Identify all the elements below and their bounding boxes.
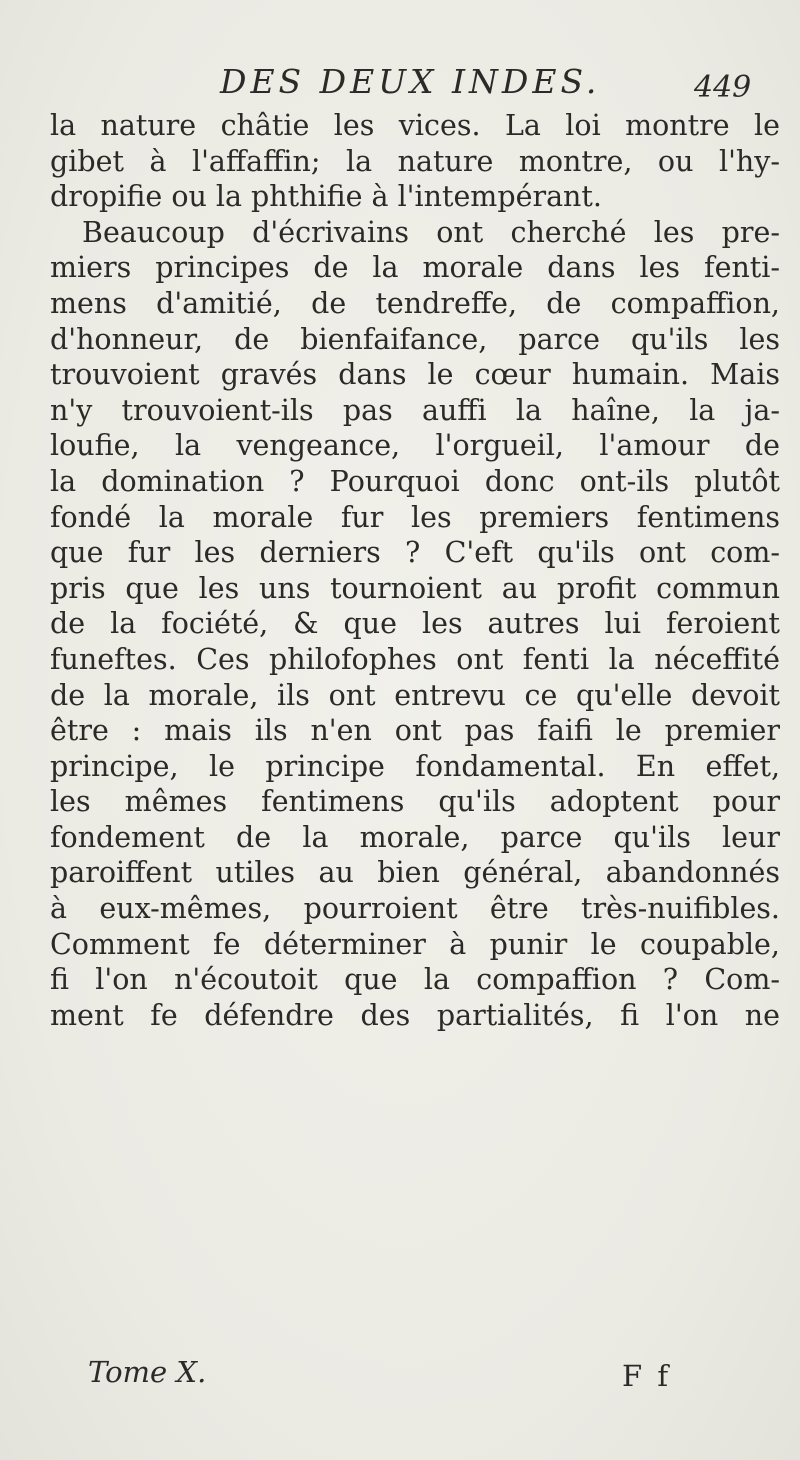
text-line: fi l'on n'écoutoit que la compaffion ? Com- [50, 963, 780, 997]
signature-mark: F f [622, 1359, 672, 1393]
text-line: la domination ? Pourquoi donc ont-ils plutôt [50, 464, 780, 498]
text-line: fondement de la morale, parce qu'ils leur [50, 820, 780, 854]
text-line: principe, le principe fondamental. En effet, [50, 749, 780, 783]
text-line: funeftes. Ces philofophes ont fenti la néceffité [50, 642, 780, 676]
text-line: être : mais ils n'en ont pas faifi le premier [50, 714, 780, 748]
page-header [0, 62, 800, 108]
volume-label: Tome X. [88, 1355, 207, 1389]
text-line: paroiffent utiles au bien général, abandonnés [50, 856, 780, 890]
text-line: dropifie ou la phthifie à l'intempérant. [50, 180, 602, 214]
page-footer [0, 1355, 800, 1397]
text-line: miers principes de la morale dans les fenti- [50, 251, 780, 285]
text-line: ment fe défendre des partialités, fi l'on ne [50, 998, 780, 1032]
text-line: Beaucoup d'écrivains ont cherché les pre- [82, 215, 780, 249]
text-line: fondé la morale fur les premiers fentimens [50, 500, 780, 534]
text-line: gibet à l'affaffin; la nature montre, ou l'hy- [50, 144, 780, 178]
text-line: à eux-mêmes, pourroient être très-nuifibles. [50, 892, 780, 926]
text-line: Comment fe déterminer à punir le coupable, [50, 927, 780, 961]
text-line: mens d'amitié, de tendreffe, de compaffion, [50, 286, 780, 320]
text-line: de la morale, ils ont entrevu ce qu'elle devoit [50, 678, 780, 712]
text-line: loufie, la vengeance, l'orgueil, l'amour de [50, 429, 780, 463]
text-line: n'y trouvoient-ils pas auffi la haîne, la ja- [50, 393, 780, 427]
running-head: DES DEUX INDES. [220, 62, 601, 101]
body-text [50, 108, 780, 1033]
page-number: 449 [694, 70, 752, 105]
text-line: d'honneur, de bienfaifance, parce qu'ils les [50, 322, 780, 356]
text-line: les mêmes fentimens qu'ils adoptent pour [50, 785, 780, 819]
text-line: de la fociété, & que les autres lui feroient [50, 607, 780, 641]
text-line: trouvoient gravés dans le cœur humain. Mais [50, 358, 780, 392]
text-line: la nature châtie les vices. La loi montre le [50, 109, 780, 142]
text-line: pris que les uns tournoient au profit commun [50, 571, 780, 605]
text-line: que fur les derniers ? C'eft qu'ils ont com- [50, 536, 780, 570]
